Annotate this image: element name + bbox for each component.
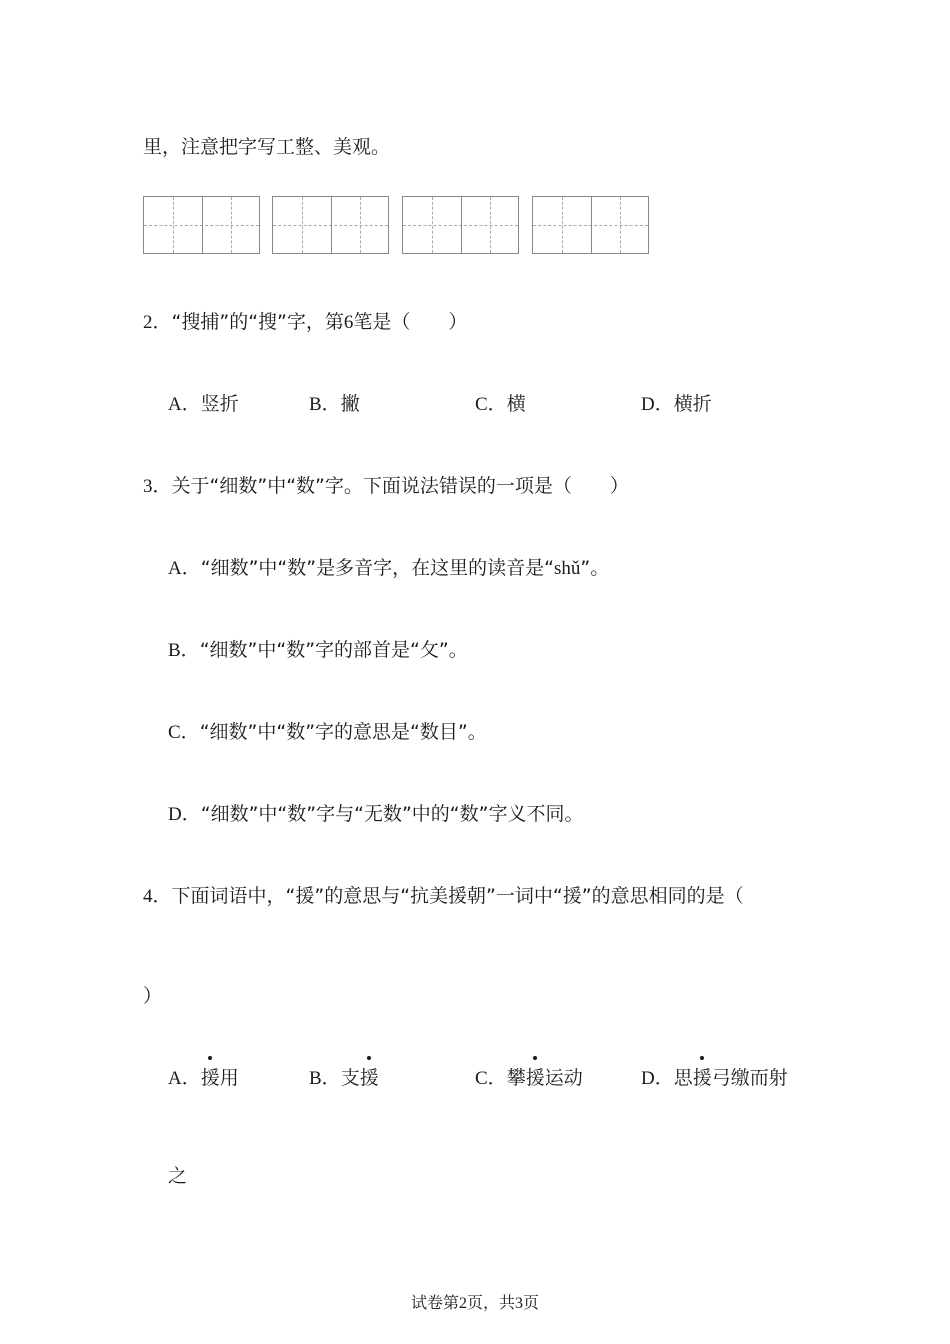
q2-option-d[interactable] [641,389,712,416]
option-text-tail: ”。 [580,557,610,579]
option-text: 撇 [340,393,360,415]
question-2-stem [143,307,467,334]
option-text-post: 弓缴而射 [711,1067,788,1089]
option-text-pre: 支 [340,1067,360,1089]
question-4-stem [143,881,744,908]
question-text: “搜捕”的“搜”字，第 [171,311,344,333]
question-text: 关于“细数”中“数”字。下面说法错误的一项是（ ） [171,475,629,497]
writing-cell-group-1[interactable] [143,196,260,254]
writing-cell-group-4[interactable] [532,196,649,254]
option-text: 横 [506,393,526,415]
emphasis-dot-char: 援 [360,1063,379,1090]
intro-line: 里，注意把字写工整、美观。 [143,136,391,158]
option-letter: D． [641,394,674,415]
writing-cell-group-3[interactable] [402,196,519,254]
question-number: 3． [143,476,172,497]
q4-option-b[interactable] [309,1063,379,1090]
option-letter: A． [168,394,201,415]
option-text: 竖折 [200,393,239,415]
option-text: “细数”中“数”字的部首是“攵”。 [199,639,468,661]
q2-option-a[interactable] [168,389,239,416]
emphasis-dot-char: 援 [526,1063,545,1090]
option-text-pre: 思 [673,1067,693,1089]
q3-option-d[interactable] [168,799,583,826]
option-text: “细数”中“数”字的意思是“数目”。 [199,721,487,743]
q4-option-a[interactable] [168,1063,239,1090]
option-letter: C． [168,722,200,743]
pinyin: shǔ [553,558,581,579]
writing-cell-group-2[interactable] [272,196,389,254]
question-3-stem [143,471,629,498]
option-text-pre: 攀 [506,1067,526,1089]
q2-option-c[interactable] [475,389,526,416]
option-letter: B． [168,640,200,661]
option-letter: B． [309,1068,341,1089]
q3-option-b[interactable] [168,635,468,662]
option-letter: A． [168,558,201,579]
option-text-post: 运动 [544,1067,583,1089]
option-text: “细数”中“数”是多音字，在这里的读音是“ [200,557,554,579]
question-number: 4． [143,886,172,907]
q3-option-c[interactable] [168,717,487,744]
option-letter: C． [475,1068,507,1089]
option-text-post: 用 [219,1067,239,1089]
q4-option-d[interactable] [641,1063,788,1090]
stroke-number: 6 [343,312,354,333]
q4-option-c[interactable] [475,1063,583,1090]
question-4-stem-close: ） [143,985,163,1007]
option-text: “细数”中“数”字与“无数”中的“数”字义不同。 [200,803,584,825]
option-letter: A． [168,1068,201,1089]
option-letter: C． [475,394,507,415]
q2-option-b[interactable] [309,389,360,416]
emphasis-dot-char: 援 [201,1063,220,1090]
question-text: 下面词语中，“援”的意思与“抗美援朝”一词中“援”的意思相同的是（ [171,885,744,907]
emphasis-dot-char: 援 [693,1063,712,1090]
question-number: 2． [143,312,172,333]
q4-option-d-wrap: 之 [168,1165,188,1187]
option-text: 横折 [673,393,712,415]
option-letter: D． [168,804,201,825]
option-letter: D． [641,1068,674,1089]
q3-option-a[interactable] [168,553,609,580]
page-footer: 试卷第2页，共3页 [410,1295,539,1312]
question-text-tail: 笔是（ ） [353,311,468,333]
option-letter: B． [309,394,341,415]
